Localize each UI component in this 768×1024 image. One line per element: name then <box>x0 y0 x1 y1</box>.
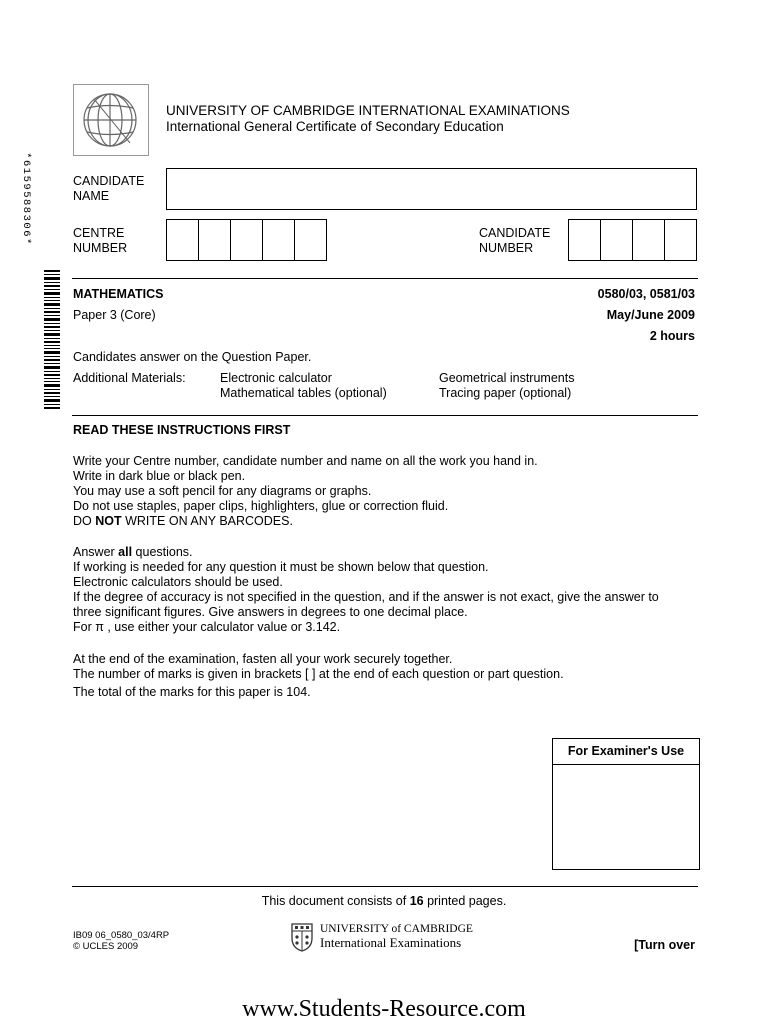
materials-list-1 <box>220 371 387 401</box>
page-count <box>0 894 768 909</box>
candidate-number-cell[interactable] <box>633 220 665 260</box>
crest-icon <box>290 922 314 952</box>
barcode-instruction <box>73 514 698 529</box>
candidate-number-label <box>479 226 550 256</box>
instruction-line: Do not use staples, paper clips, highlighters, glue or correction fluid. <box>73 499 449 513</box>
barcode-image <box>20 152 62 412</box>
total-marks: The total of the marks for this paper is 104. <box>73 685 311 699</box>
copyright-text: © UCLES 2009 <box>73 941 139 952</box>
candidate-name-label <box>73 174 144 204</box>
centre-number-cell[interactable] <box>167 220 199 260</box>
website-url: www.Students-Resource.com <box>242 996 526 1022</box>
materials-list-2 <box>439 371 574 401</box>
centre-number-label <box>73 226 127 256</box>
instructions-heading: READ THESE INSTRUCTIONS FIRST <box>73 423 291 437</box>
instruction-emphasis: NOT <box>95 514 122 528</box>
instruction-line: You may use a soft pencil for any diagrams or graphs. <box>73 484 372 498</box>
materials-label: Additional Materials: <box>73 371 186 385</box>
instruction-line: At the end of the examination, fasten all your work securely together. <box>73 652 453 666</box>
material-item: Mathematical tables (optional) <box>220 386 387 400</box>
page-count-number: 16 <box>409 894 424 908</box>
answer-instruction <box>73 545 698 560</box>
instruction-line: The number of marks is given in brackets [ ] at the end of each question or part question. <box>73 667 564 681</box>
instruction-text: WRITE ON ANY BARCODES. <box>121 514 293 528</box>
candidate-name-label-line1: CANDIDATE <box>73 174 145 188</box>
centre-number-field[interactable] <box>166 219 327 261</box>
candidate-name-field[interactable] <box>166 168 697 210</box>
candidate-number-label-line1: CANDIDATE <box>479 226 551 240</box>
instructions-block-2 <box>73 545 698 635</box>
instruction-text: Answer <box>73 545 119 559</box>
answer-note: Candidates answer on the Question Paper. <box>73 350 312 364</box>
instruction-line: Electronic calculators should be used. <box>73 575 283 589</box>
candidate-number-field[interactable] <box>568 219 697 261</box>
material-item: Electronic calculator <box>220 371 332 385</box>
material-item: Geometrical instruments <box>439 371 575 385</box>
logo-university-name: UNIVERSITY of CAMBRIDGE <box>320 923 473 935</box>
divider <box>72 886 698 887</box>
document-code <box>73 930 169 952</box>
centre-number-cell[interactable] <box>231 220 263 260</box>
page-count-text: printed pages. <box>423 894 507 908</box>
subject-name: MATHEMATICS <box>73 287 164 301</box>
exam-board-header <box>166 103 570 135</box>
instructions-block-3 <box>73 652 698 682</box>
certificate-name: International General Certificate of Secondary Education <box>166 119 504 134</box>
instruction-line: Write your Centre number, candidate number and name on all the work you hand in. <box>73 454 538 468</box>
instruction-emphasis: all <box>118 545 133 559</box>
divider <box>72 278 698 279</box>
instruction-line: If the degree of accuracy is not specified in the question, and if the answer is not exact, give the answer to <box>73 590 659 604</box>
instruction-line: three significant figures. Give answers in degrees to one decimal place. <box>73 605 468 619</box>
instructions-block-1 <box>73 454 698 529</box>
turn-over: [Turn over <box>634 938 695 952</box>
instruction-line: For π , use either your calculator value or 3.142. <box>73 620 341 634</box>
barcode-text: *6159588306* <box>20 152 32 246</box>
exam-board-name: UNIVERSITY OF CAMBRIDGE INTERNATIONAL EXAMINATIONS <box>166 103 570 118</box>
paper-title: Paper 3 (Core) <box>73 308 156 322</box>
divider <box>72 415 698 416</box>
exam-duration: 2 hours <box>649 329 695 343</box>
candidate-name-label-line2: NAME <box>73 189 110 203</box>
page-count-text: This document consists of <box>261 894 410 908</box>
document-code-text: IB09 06_0580_03/4RP <box>73 930 170 941</box>
candidate-number-cell[interactable] <box>569 220 601 260</box>
instruction-line: If working is needed for any question it must be shown below that question. <box>73 560 489 574</box>
barcode <box>20 152 62 412</box>
globe-icon <box>74 85 148 155</box>
candidate-number-cell[interactable] <box>601 220 633 260</box>
examiner-use-heading: For Examiner's Use <box>553 739 699 765</box>
centre-number-label-line1: CENTRE <box>73 226 125 240</box>
cambridge-globe-logo <box>73 84 149 156</box>
instruction-text: questions. <box>132 545 193 559</box>
centre-number-cell[interactable] <box>263 220 295 260</box>
logo-international-examinations: International Examinations <box>320 935 462 950</box>
exam-session: May/June 2009 <box>606 308 695 322</box>
material-item: Tracing paper (optional) <box>439 386 572 400</box>
centre-number-cell[interactable] <box>199 220 231 260</box>
centre-number-cell[interactable] <box>295 220 326 260</box>
candidate-number-label-line2: NUMBER <box>479 241 534 255</box>
instruction-text: DO <box>73 514 96 528</box>
candidate-number-cell[interactable] <box>665 220 696 260</box>
syllabus-codes: 0580/03, 0581/03 <box>597 287 695 301</box>
centre-number-label-line2: NUMBER <box>73 241 128 255</box>
examiner-use-box <box>552 738 700 870</box>
instruction-line: Write in dark blue or black pen. <box>73 469 246 483</box>
